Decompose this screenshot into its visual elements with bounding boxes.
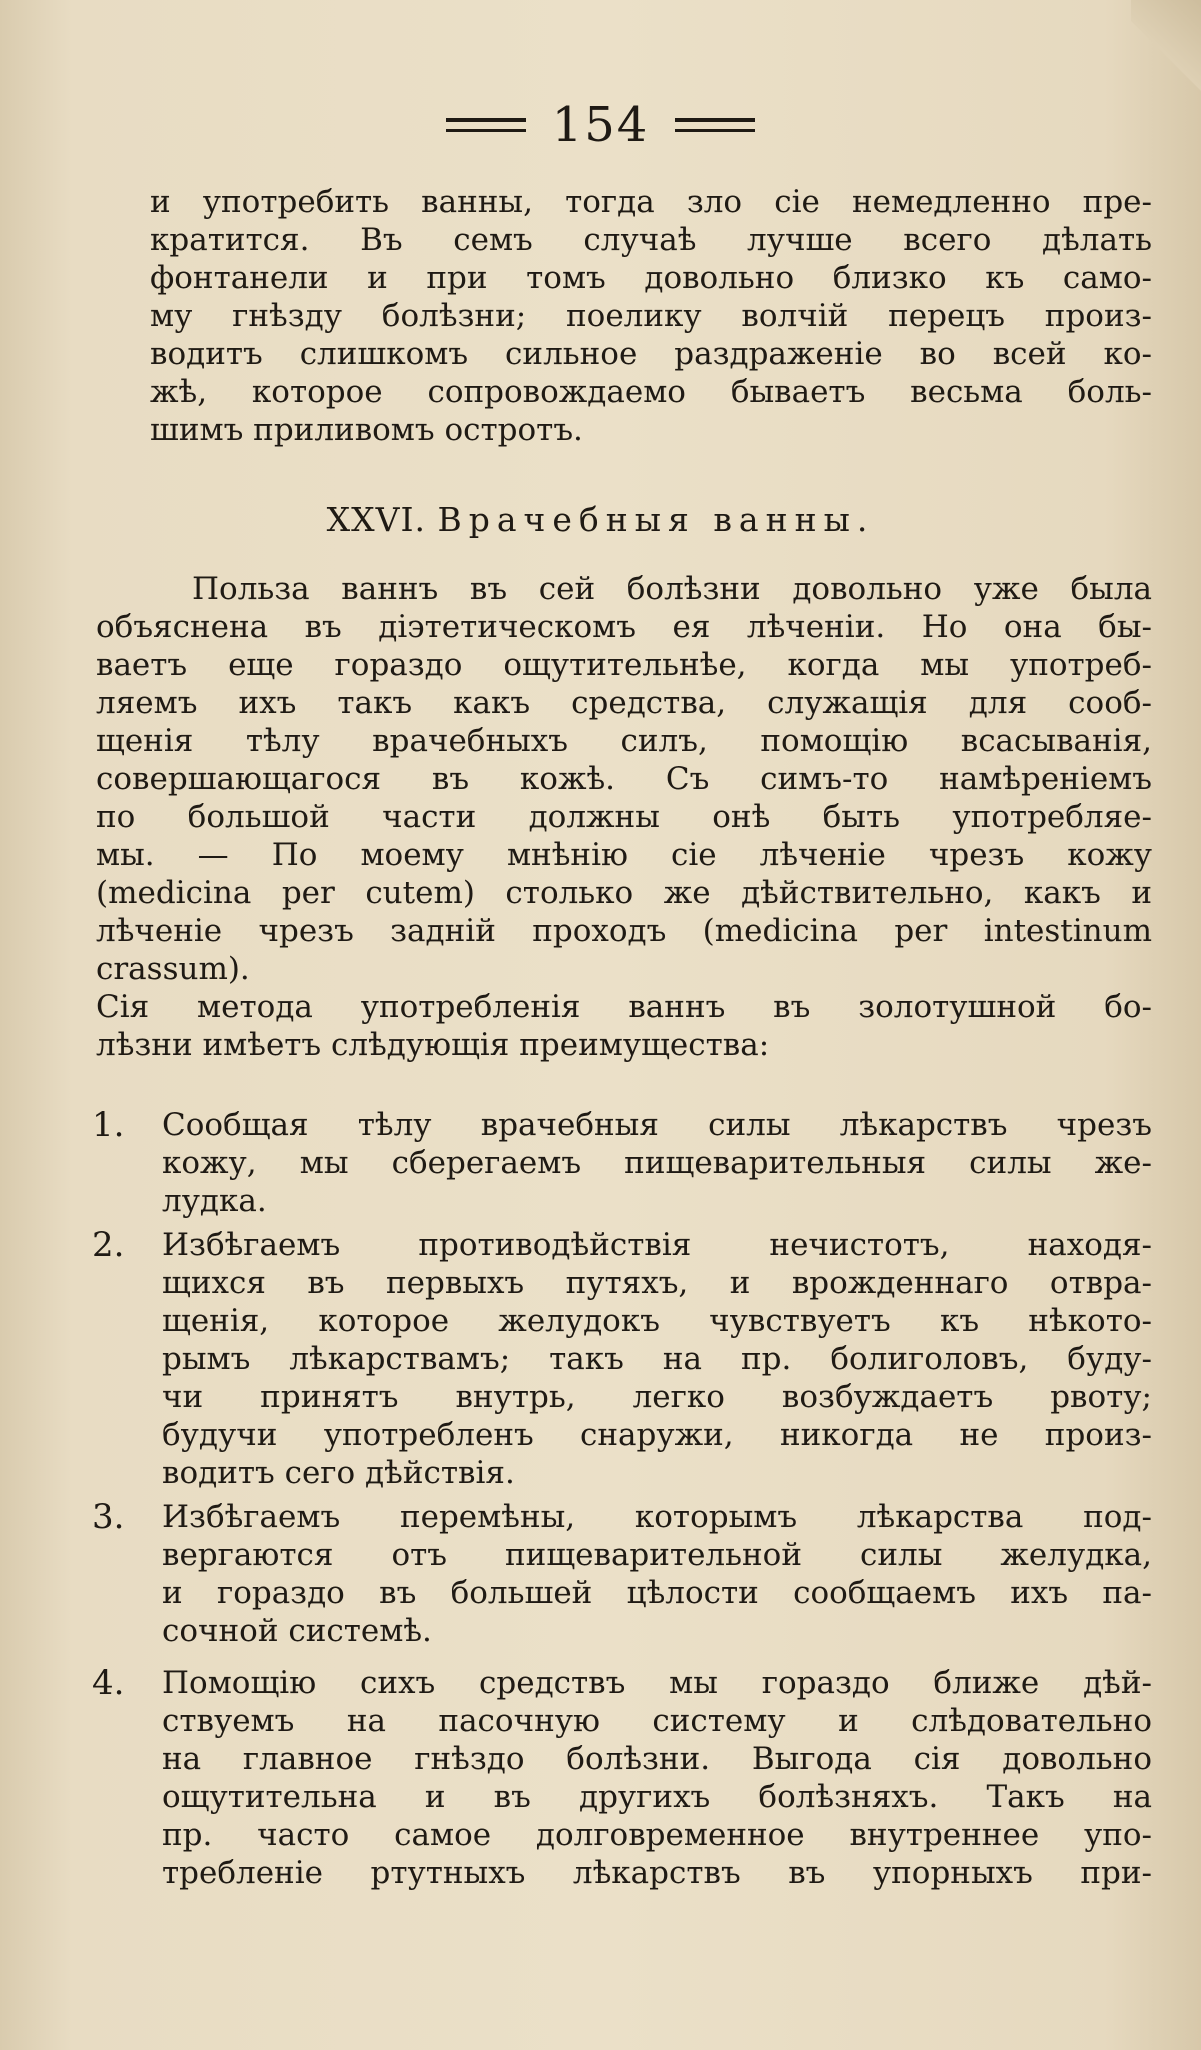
list-item	[92, 1226, 1152, 1492]
text-line: на главное гнѣздо болѣзни. Выгода сія довольно	[162, 1741, 1152, 1777]
text-line: шимъ приливомъ остротъ.	[150, 412, 583, 448]
advantages-list	[92, 1106, 1152, 1892]
text-line: и употребить ванны, тогда зло сіе немедленно пре-	[150, 184, 1152, 220]
section-number: XXVI.	[326, 500, 426, 539]
text-line: совершающагося въ кожѣ. Съ симъ-то намѣреніемъ	[96, 761, 1152, 797]
text-line: лѣченіе чрезъ задній проходъ (medicina per intestinum	[96, 913, 1152, 949]
text-line: объяснена въ діэтетическомъ ея лѣченіи. Но она бы-	[96, 609, 1152, 645]
text-line: лудка.	[162, 1183, 267, 1219]
text-line: пр. часто самое долговременное внутреннее упо-	[162, 1817, 1152, 1853]
page-corner-fold	[1131, 0, 1201, 110]
text-line: Сообщая тѣлу врачебныя силы лѣкарствъ чрезъ	[162, 1107, 1152, 1143]
text-line: ляемъ ихъ такъ какъ средства, служащія для сооб-	[96, 685, 1152, 721]
text-line: кратится. Въ семъ случаѣ лучше всего дѣлать	[150, 222, 1152, 258]
text-line: ствуемъ на пасочную систему и слѣдовательно	[162, 1703, 1152, 1739]
continued-paragraph	[150, 183, 1152, 449]
text-line: Сія метода употребленія ваннъ въ золотушной бо-	[96, 989, 1152, 1025]
paragraph	[96, 570, 1152, 988]
text-line: жѣ, которое сопровождаемо бываетъ весьма боль-	[150, 374, 1152, 410]
section-heading	[0, 500, 1201, 539]
list-item	[92, 1106, 1152, 1220]
text-line: щенія тѣлу врачебныхъ силъ, помощію всасыванія,	[96, 723, 1152, 759]
header-rule-right	[675, 118, 755, 132]
text-line: чи принятъ внутрь, легко возбуждаетъ рвоту;	[162, 1379, 1152, 1415]
text-line: Избѣгаемъ противодѣйствія нечистотъ, находя-	[162, 1227, 1152, 1263]
text-line: сочной системѣ.	[162, 1613, 432, 1649]
text-line: (medicina per cutem) столько же дѣйствительно, какъ и	[96, 875, 1152, 911]
text-line: му гнѣзду болѣзни; поелику волчій перецъ произ-	[150, 298, 1152, 334]
page-number: 154	[551, 97, 650, 153]
list-item	[92, 1664, 1152, 1892]
list-intro	[96, 988, 1152, 1064]
text-line: crassum).	[96, 951, 250, 987]
list-item-number: 1.	[92, 1105, 125, 1145]
text-line: Помощію сихъ средствъ мы гораздо ближе дѣй-	[162, 1665, 1152, 1701]
text-line: рымъ лѣкарствамъ; такъ на пр. болиголовъ, буду-	[162, 1341, 1152, 1377]
text-line: Польза ваннъ въ сей болѣзни довольно уже была	[192, 571, 1152, 607]
text-line: и гораздо въ большей цѣлости сообщаемъ ихъ па-	[162, 1575, 1152, 1611]
text-line: щихся въ первыхъ путяхъ, и врожденнаго отвра-	[162, 1265, 1152, 1301]
text-line: Избѣгаемъ перемѣны, которымъ лѣкарства под-	[162, 1499, 1152, 1535]
text-line: по большой части должны онѣ быть употребляе-	[96, 799, 1152, 835]
page-header	[0, 95, 1201, 155]
text-line: требленіе ртутныхъ лѣкарствъ въ упорныхъ при-	[162, 1855, 1152, 1891]
list-item	[92, 1498, 1152, 1650]
text-line: водитъ слишкомъ сильное раздраженіе во всей ко-	[150, 336, 1152, 372]
text-line: водитъ сего дѣйствія.	[162, 1455, 515, 1491]
list-item-number: 4.	[92, 1663, 125, 1703]
section-body	[96, 570, 1152, 1064]
text-line: мы. — По моему мнѣнію сіе лѣченіе чрезъ кожу	[96, 837, 1152, 873]
list-item-number: 3.	[92, 1497, 125, 1537]
list-item-number: 2.	[92, 1225, 125, 1265]
header-rule-left	[446, 118, 526, 132]
text-line: лѣзни имѣетъ слѣдующія преимущества:	[96, 1027, 770, 1063]
text-line: щенія, которое желудокъ чувствуетъ къ нѣкото-	[162, 1303, 1152, 1339]
text-line: ощутительна и въ другихъ болѣзняхъ. Такъ на	[162, 1779, 1152, 1815]
text-line: фонтанели и при томъ довольно близко къ само-	[150, 260, 1152, 296]
text-line: ваетъ еще гораздо ощутительнѣе, когда мы употреб-	[96, 647, 1152, 683]
section-title: Врачебныя ванны.	[437, 500, 875, 539]
text-line: будучи употребленъ снаружи, никогда не произ-	[162, 1417, 1152, 1453]
text-line: кожу, мы сберегаемъ пищеварительныя силы же-	[162, 1145, 1152, 1181]
text-line: вергаются отъ пищеварительной силы желудка,	[162, 1537, 1152, 1573]
